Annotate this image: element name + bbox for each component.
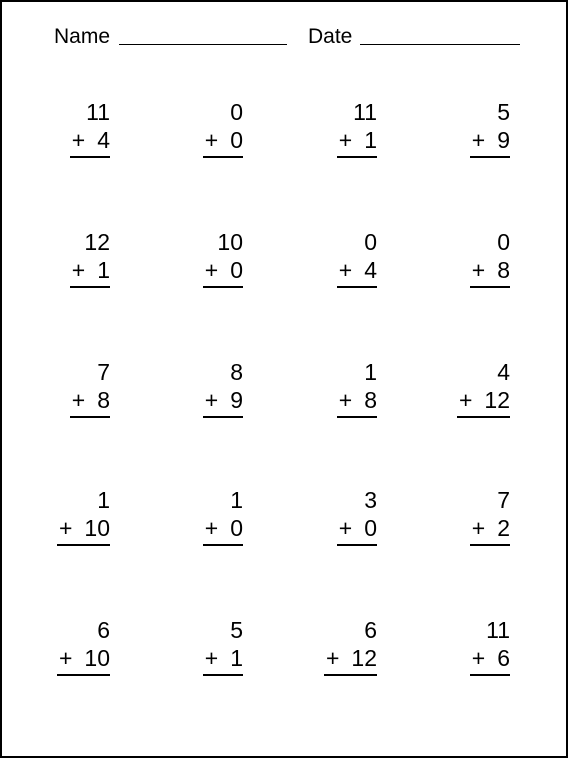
addition-problem: [163, 358, 243, 422]
top-number: 1: [364, 359, 377, 385]
top-number: 6: [364, 617, 377, 643]
top-number: 1: [230, 487, 243, 513]
answer-line: [203, 416, 243, 418]
answer-line: [457, 416, 510, 418]
top-number: 11: [86, 99, 110, 125]
plus-sign: +: [471, 257, 486, 283]
plus-sign: +: [204, 127, 219, 153]
answer-line: [324, 674, 377, 676]
plus-sign: +: [338, 257, 353, 283]
bottom-row: [472, 256, 510, 284]
bottom-row: [339, 256, 377, 284]
top-number: 12: [84, 229, 110, 255]
plus-sign: +: [204, 645, 219, 671]
bottom-number: 9: [497, 127, 510, 153]
bottom-row: [205, 126, 243, 154]
top-number: 7: [97, 359, 110, 385]
bottom-row: [72, 386, 110, 414]
answer-line: [470, 156, 510, 158]
plus-sign: +: [71, 387, 86, 413]
bottom-row: [59, 644, 110, 672]
answer-line: [203, 286, 243, 288]
plus-sign: +: [204, 387, 219, 413]
top-number: 8: [230, 359, 243, 385]
top-number: 4: [497, 359, 510, 385]
addition-problem: [430, 228, 510, 292]
addition-problem: [430, 486, 510, 550]
date-blank-line[interactable]: [360, 44, 520, 45]
addition-problem: [30, 228, 110, 292]
bottom-number: 4: [97, 127, 110, 153]
bottom-row: [326, 644, 377, 672]
answer-line: [337, 416, 377, 418]
answer-line: [470, 286, 510, 288]
bottom-number: 8: [364, 387, 377, 413]
answer-line: [70, 416, 110, 418]
bottom-row: [472, 126, 510, 154]
addition-problem: [30, 98, 110, 162]
bottom-number: 12: [351, 645, 377, 671]
plus-sign: +: [338, 127, 353, 153]
bottom-number: 1: [97, 257, 110, 283]
worksheet-header: [2, 24, 566, 54]
top-number: 5: [497, 99, 510, 125]
answer-line: [337, 286, 377, 288]
bottom-number: 10: [84, 645, 110, 671]
top-number: 10: [217, 229, 243, 255]
addition-problem: [163, 98, 243, 162]
answer-line: [203, 544, 243, 546]
addition-problem: [30, 616, 110, 680]
name-label: Name: [54, 25, 111, 48]
bottom-row: [472, 644, 510, 672]
top-number: 11: [353, 99, 377, 125]
answer-line: [70, 156, 110, 158]
bottom-number: 1: [230, 645, 243, 671]
bottom-row: [205, 644, 243, 672]
bottom-number: 6: [497, 645, 510, 671]
plus-sign: +: [458, 387, 473, 413]
plus-sign: +: [58, 515, 73, 541]
addition-problem: [430, 98, 510, 162]
addition-problem: [163, 228, 243, 292]
plus-sign: +: [204, 515, 219, 541]
addition-problem: [297, 358, 377, 422]
bottom-row: [339, 126, 377, 154]
addition-problem: [430, 616, 510, 680]
top-number: 0: [497, 229, 510, 255]
top-number: 11: [486, 617, 510, 643]
bottom-number: 9: [230, 387, 243, 413]
bottom-row: [472, 514, 510, 542]
plus-sign: +: [58, 645, 73, 671]
top-number: 1: [97, 487, 110, 513]
addition-problem: [30, 486, 110, 550]
bottom-number: 2: [497, 515, 510, 541]
bottom-row: [339, 386, 377, 414]
bottom-row: [72, 126, 110, 154]
addition-problem: [163, 486, 243, 550]
bottom-number: 10: [84, 515, 110, 541]
top-number: 0: [230, 99, 243, 125]
bottom-row: [205, 514, 243, 542]
bottom-number: 0: [230, 257, 243, 283]
name-blank-line[interactable]: [119, 44, 287, 45]
answer-line: [470, 544, 510, 546]
answer-line: [337, 156, 377, 158]
plus-sign: +: [325, 645, 340, 671]
bottom-number: 4: [364, 257, 377, 283]
answer-line: [57, 544, 110, 546]
addition-problem: [163, 616, 243, 680]
plus-sign: +: [338, 515, 353, 541]
top-number: 5: [230, 617, 243, 643]
plus-sign: +: [471, 127, 486, 153]
addition-problem: [430, 358, 510, 422]
top-number: 0: [364, 229, 377, 255]
answer-line: [57, 674, 110, 676]
answer-line: [470, 674, 510, 676]
bottom-row: [72, 256, 110, 284]
top-number: 6: [97, 617, 110, 643]
addition-problem: [297, 616, 377, 680]
bottom-number: 1: [364, 127, 377, 153]
answer-line: [70, 286, 110, 288]
answer-line: [203, 156, 243, 158]
bottom-row: [205, 256, 243, 284]
plus-sign: +: [204, 257, 219, 283]
date-label: Date: [308, 25, 353, 48]
addition-problem: [297, 228, 377, 292]
plus-sign: +: [471, 515, 486, 541]
plus-sign: +: [338, 387, 353, 413]
bottom-number: 0: [230, 127, 243, 153]
bottom-row: [205, 386, 243, 414]
plus-sign: +: [471, 645, 486, 671]
plus-sign: +: [71, 127, 86, 153]
bottom-number: 0: [364, 515, 377, 541]
bottom-row: [339, 514, 377, 542]
bottom-row: [459, 386, 510, 414]
addition-problem: [297, 98, 377, 162]
answer-line: [203, 674, 243, 676]
answer-line: [337, 544, 377, 546]
bottom-row: [59, 514, 110, 542]
addition-problem: [30, 358, 110, 422]
top-number: 3: [364, 487, 377, 513]
addition-problem: [297, 486, 377, 550]
bottom-number: 8: [497, 257, 510, 283]
top-number: 7: [497, 487, 510, 513]
bottom-number: 12: [484, 387, 510, 413]
bottom-number: 8: [97, 387, 110, 413]
plus-sign: +: [71, 257, 86, 283]
bottom-number: 0: [230, 515, 243, 541]
